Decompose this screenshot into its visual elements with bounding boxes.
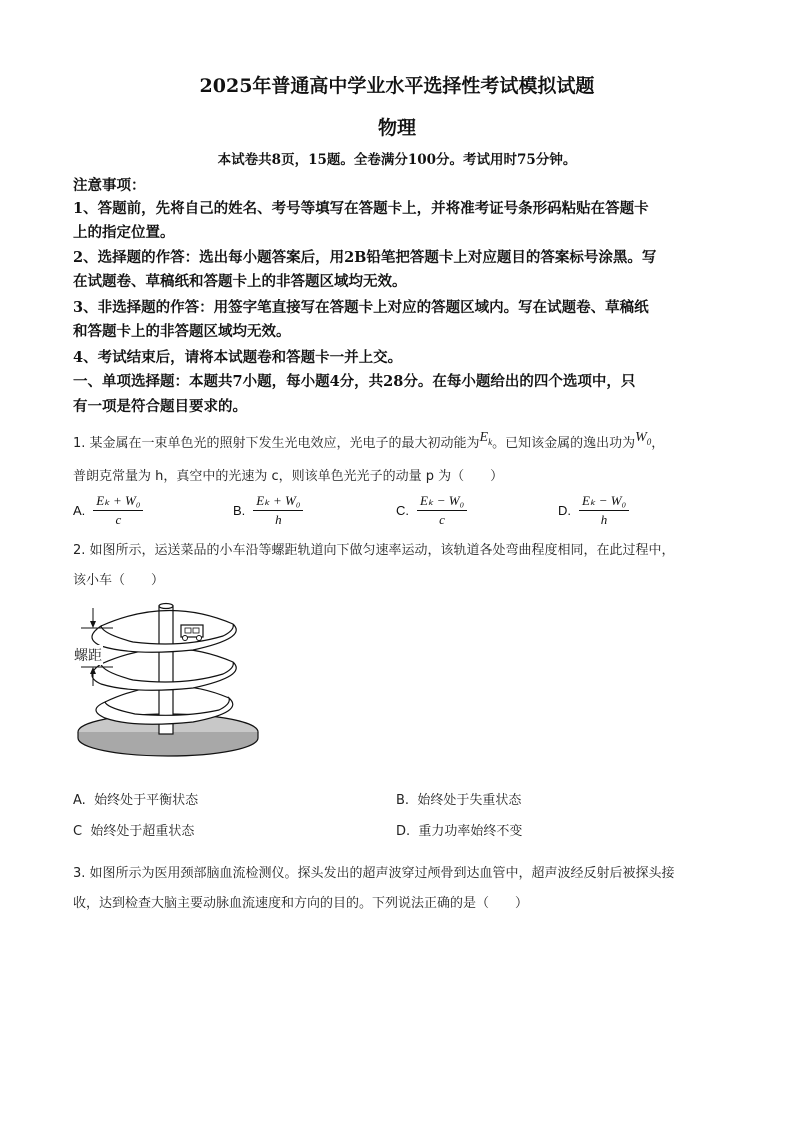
note-line: 上的指定位置。: [73, 224, 175, 241]
section-heading: 一、单项选择题：本题共7小题，每小题4分，共28分。在每小题给出的四个选项中，只: [73, 373, 636, 390]
note-line: 和答题卡上的非答题区域均无效。: [73, 323, 291, 340]
note-line: 在试题卷、草稿纸和答题卡上的非答题区域均无效。: [73, 273, 407, 290]
q3-line1: 3. 如图所示为医用颈部脑血流检测仪。探头发出的超声波穿过颅骨到达血管中，超声波经反射后被探头接: [73, 866, 675, 881]
q3-line2: 收，达到检查大脑主要动脉血流速度和方向的目的。下列说法正确的是（ ）: [73, 896, 529, 911]
base-disk-edge: [78, 732, 258, 756]
ek-symbol: $E_k$: [479, 430, 493, 447]
note-line: 4、考试结束后，请将本试题卷和答题卡一并上交。: [73, 349, 403, 366]
note-line: 1、答题前，先将自己的姓名、考号等填写在答题卡上，并将准考证号条形码粘贴在答题卡: [73, 200, 649, 217]
q2-option-a[interactable]: A. 始终处于平衡状态: [73, 793, 199, 808]
note-line: 2、选择题的作答：选出每小题答案后，用2B铅笔把答题卡上对应题目的答案标号涂黑。写: [73, 249, 657, 266]
pitch-label: 螺距: [73, 645, 103, 665]
q1-option-a[interactable]: A. $\frac{\text{Eₖ + W₀}}{c}$: [73, 493, 143, 528]
q1-option-d[interactable]: D. $\frac{\text{Eₖ − W₀}}{h}$: [558, 493, 629, 528]
q2-line1: 2. 如图所示，运送菜品的小车沿等螺距轨道向下做匀速率运动，该轨道各处弯曲程度相同，在此过程中，: [73, 543, 675, 558]
fraction: $\frac{\text{Eₖ − W₀}}{h}$: [579, 493, 629, 528]
q1-option-b[interactable]: B. $\frac{\text{Eₖ + W₀}}{h}$: [233, 493, 303, 528]
w0-symbol: $W_0$: [635, 430, 652, 447]
q1-option-c[interactable]: C. $\frac{\text{Eₖ − W₀}}{c}$: [396, 493, 467, 528]
exam-title: 2025年普通高中学业水平选择性考试模拟试题: [199, 75, 595, 97]
note-line: 3、非选择题的作答：用签字笔直接写在答题卡上对应的答题区域内。写在试题卷、草稿纸: [73, 299, 649, 316]
q1-line1: 1. 某金属在一束单色光的照射下发生光电效应，光电子的最大初动能为$E_k$。已知该金属的逸出功为$W_0$，: [73, 430, 665, 451]
q1-line2: 普朗克常量为 h，真空中的光速为 c，则该单色光光子的动量 p 为（ ）: [73, 469, 504, 484]
q2-option-c[interactable]: C 始终处于超重状态: [73, 824, 195, 839]
fraction: $\frac{\text{Eₖ − W₀}}{c}$: [417, 493, 467, 528]
section-heading-cont: 有一项是符合题目要求的。: [73, 398, 247, 415]
q2-option-b[interactable]: B. 始终处于失重状态: [396, 793, 522, 808]
spiral-track-figure: [73, 598, 263, 758]
notes-heading: 注意事项：: [73, 177, 146, 194]
q2-line2: 该小车（ ）: [73, 573, 165, 588]
exam-info: 本试卷共8页，15题。全卷满分100分。考试用时75分钟。: [217, 152, 577, 168]
fraction: $\frac{\text{Eₖ + W₀}}{c}$: [93, 493, 143, 528]
q2-option-d[interactable]: D. 重力功率始终不变: [396, 824, 523, 839]
fraction: $\frac{\text{Eₖ + W₀}}{h}$: [253, 493, 303, 528]
subject-title: 物理: [377, 117, 416, 139]
